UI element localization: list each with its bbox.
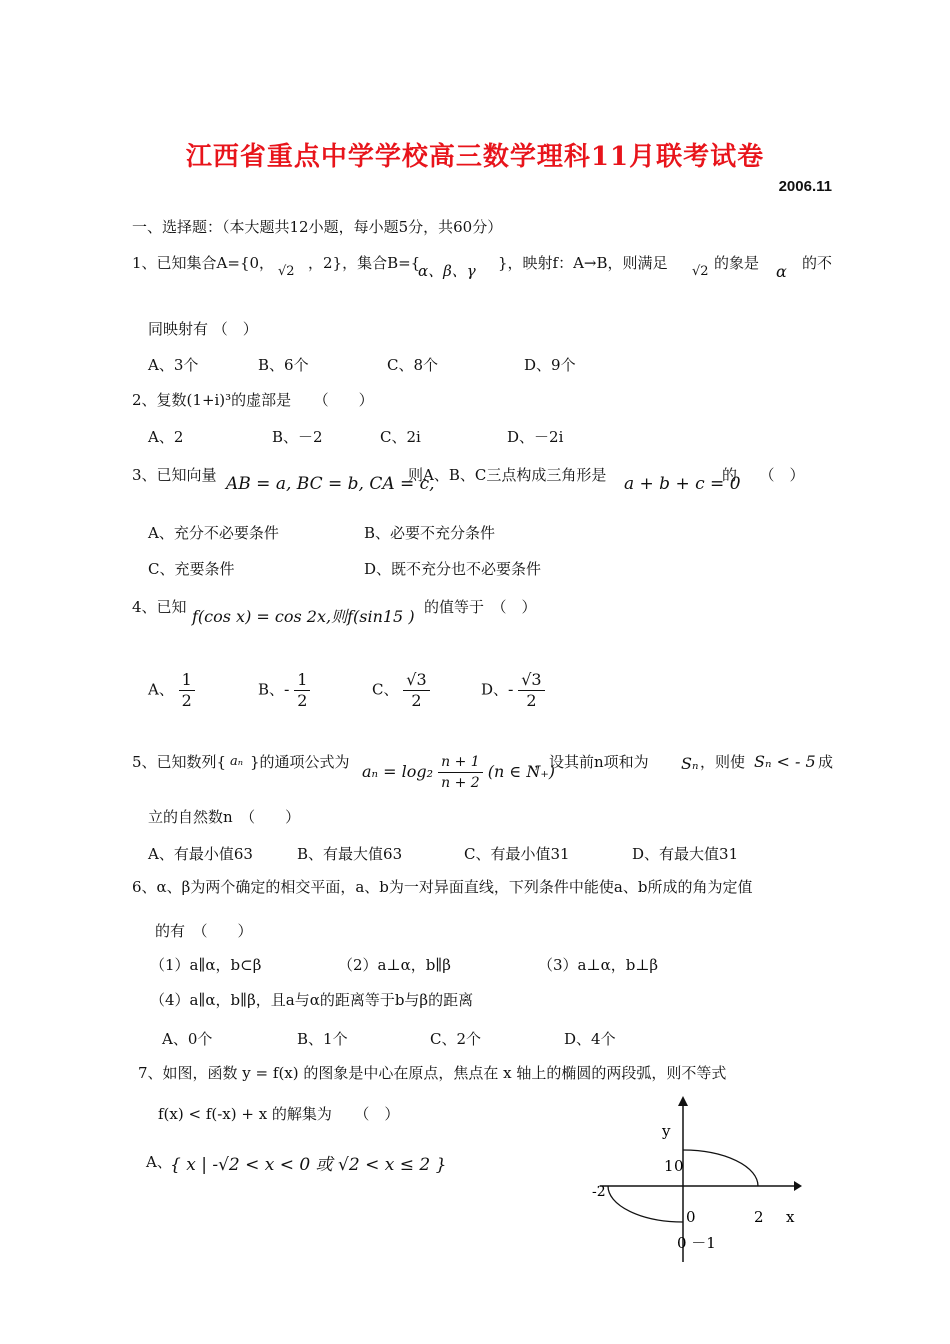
origin-label: 0 <box>686 1208 696 1226</box>
q3-option-c: C、充要条件 <box>148 560 235 578</box>
q4-option-c-fraction <box>403 670 429 711</box>
q1-text-b: ，2}，集合B={ <box>308 254 421 272</box>
tick-neg2: -2 <box>592 1184 606 1200</box>
q5-text-e: 成 <box>818 753 834 771</box>
q2-text: 2、复数(1+i)³的虚部是 （ ） <box>132 391 374 409</box>
q3-sum-expr: a + b + c = 0 <box>624 474 741 494</box>
q1-text-a: 1、已知集合A={0， <box>132 254 275 272</box>
q4-option-d-num: √3 <box>518 670 544 691</box>
q4-text-a: 4、已知 <box>132 598 187 616</box>
q3-text-a: 3、已知向量 <box>132 466 217 484</box>
q4-option-b-fraction <box>294 670 310 711</box>
q1-option-c: C、8个 <box>387 356 439 374</box>
q4-option-d-label: D、 <box>481 680 509 699</box>
q4-option-d-den: 2 <box>526 691 537 710</box>
q1-text-e: 的不 <box>802 254 833 272</box>
q4-option-a-den: 2 <box>181 691 192 710</box>
q2-option-a: A、2 <box>148 428 184 446</box>
page-title: 江西省重点中学学校高三数学理科11月联考试卷 <box>185 142 765 172</box>
tick-bottom: 0 －1 <box>677 1234 716 1252</box>
q4-text-b: 的值等于 （ ） <box>424 598 537 616</box>
q6-option-c: C、2个 <box>430 1030 482 1048</box>
x-axis-arrow <box>794 1181 802 1191</box>
tick-zero-top: 0 <box>674 1157 684 1175</box>
q6-cond1: （1）a∥α，b⊂β <box>150 956 262 974</box>
q1-sqrt2b: √2 <box>692 264 709 279</box>
q5-fraction <box>438 752 483 793</box>
q5-text-d: ，则使 <box>700 753 746 771</box>
q3-option-b: B、必要不充分条件 <box>364 524 496 542</box>
q4-expr: f(cos x) = cos 2x,则f(sin15 ) <box>192 607 415 626</box>
q1-sqrt2: √2 <box>278 264 295 279</box>
q1-line2: 同映射有 （ ） <box>148 320 258 338</box>
tick-1: 1 <box>664 1157 674 1175</box>
q4-option-c-num: √3 <box>403 670 429 691</box>
x-label: x <box>786 1208 795 1226</box>
q7-option-a-label: A、 <box>146 1153 172 1171</box>
exam-date: 2006.11 <box>778 178 832 195</box>
q4-option-d <box>481 670 545 711</box>
q6-line2: 的有 （ ） <box>155 922 253 940</box>
q3-option-a: A、充分不必要条件 <box>148 524 279 542</box>
q7-option-a-set: { x | -√2 < x < 0 或 √2 < x ≤ 2 } <box>170 1155 447 1175</box>
q5-formula <box>362 752 555 793</box>
q6-line1: 6、α、β为两个确定的相交平面，a、b为一对异面直线，下列条件中能使a、b所成的角为定值 <box>132 878 753 896</box>
q1-text-d: 的象是 <box>714 254 760 272</box>
q6-cond2: （2）a⊥α，b∥β <box>338 956 451 974</box>
q3-text-b: 则A、B、C三点构成三角形是 <box>408 466 607 484</box>
q4-option-c-label: C、 <box>372 680 399 699</box>
q5-line2: 立的自然数n （ ） <box>148 808 301 826</box>
q1-option-a: A、3个 <box>148 356 199 374</box>
tick-2: 2 <box>754 1208 764 1226</box>
q5-option-b: B、有最大值63 <box>297 845 403 863</box>
q4-option-c <box>372 670 430 711</box>
upper-right-arc <box>683 1150 758 1186</box>
q4-option-a-num: 1 <box>179 670 195 691</box>
q5-inequality: Sₙ < - 5 <box>754 752 816 771</box>
q2-option-b: B、－2 <box>272 428 323 446</box>
q1-greek: α、β、γ <box>418 262 476 280</box>
q2-option-d: D、－2i <box>507 428 564 446</box>
q7-line1: 7、如图，函数 y = f(x) 的图象是中心在原点，焦点在 x 轴上的椭圆的两段弧，则不等式 <box>138 1064 727 1082</box>
q5-sn: Sₙ <box>681 754 699 773</box>
q1-alpha: α <box>776 262 787 281</box>
q6-option-a: A、0个 <box>162 1030 213 1048</box>
q5-text-b: }的通项公式为 <box>250 753 350 771</box>
ellipse-arc-figure <box>580 1090 810 1270</box>
q5-an: aₙ <box>230 754 244 769</box>
q5-option-a: A、有最小值63 <box>148 845 253 863</box>
q1-option-b: B、6个 <box>258 356 309 374</box>
q4-option-b-sign: - <box>284 679 290 699</box>
q3-text-c: 的 （ ） <box>722 466 805 484</box>
q6-cond4: （4）a∥α，b∥β，且a与α的距离等于b与β的距离 <box>150 991 474 1009</box>
q5-formula-left: aₙ = log₂ <box>362 762 434 781</box>
q1-text-c: }，映射f：A→B，则满足 <box>498 254 668 272</box>
q4-option-d-sign: - <box>508 679 514 699</box>
q5-text-c: ，设其前n项和为 <box>534 753 649 771</box>
q7-line2: f(x) < f(-x) + x 的解集为 （ ） <box>158 1105 400 1123</box>
q5-fraction-num: n + 1 <box>438 752 483 773</box>
q3-option-d: D、既不充分也不必要条件 <box>364 560 542 578</box>
q4-option-b-label: B、 <box>258 680 285 699</box>
q1-option-d: D、9个 <box>524 356 576 374</box>
q6-cond3: （3）a⊥α，b⊥β <box>538 956 659 974</box>
q4-option-c-den: 2 <box>411 691 422 710</box>
q4-option-b <box>258 670 310 711</box>
q2-option-c: C、2i <box>380 428 421 446</box>
y-label: y <box>662 1122 671 1140</box>
q5-text-a: 5、已知数列{ <box>132 753 227 771</box>
q4-option-b-den: 2 <box>297 691 308 710</box>
q5-option-c: C、有最小值31 <box>464 845 570 863</box>
q6-option-b: B、1个 <box>297 1030 348 1048</box>
q5-formula-right: (n ∈ N₊) <box>487 762 556 781</box>
q5-option-d: D、有最大值31 <box>632 845 739 863</box>
q4-option-b-num: 1 <box>294 670 310 691</box>
lower-left-arc <box>608 1186 683 1222</box>
q4-option-d-fraction <box>518 670 544 711</box>
q4-option-a <box>148 670 195 711</box>
section-heading: 一、选择题：（本大题共12小题，每小题5分，共60分） <box>132 218 503 236</box>
q5-fraction-den: n + 2 <box>441 775 480 791</box>
q6-option-d: D、4个 <box>564 1030 616 1048</box>
q3-vector-expr: AB = a, BC = b, CA = c, <box>226 474 435 494</box>
q4-option-a-label: A、 <box>148 680 174 699</box>
q4-option-a-fraction <box>179 670 195 711</box>
y-axis-arrow <box>678 1096 688 1106</box>
